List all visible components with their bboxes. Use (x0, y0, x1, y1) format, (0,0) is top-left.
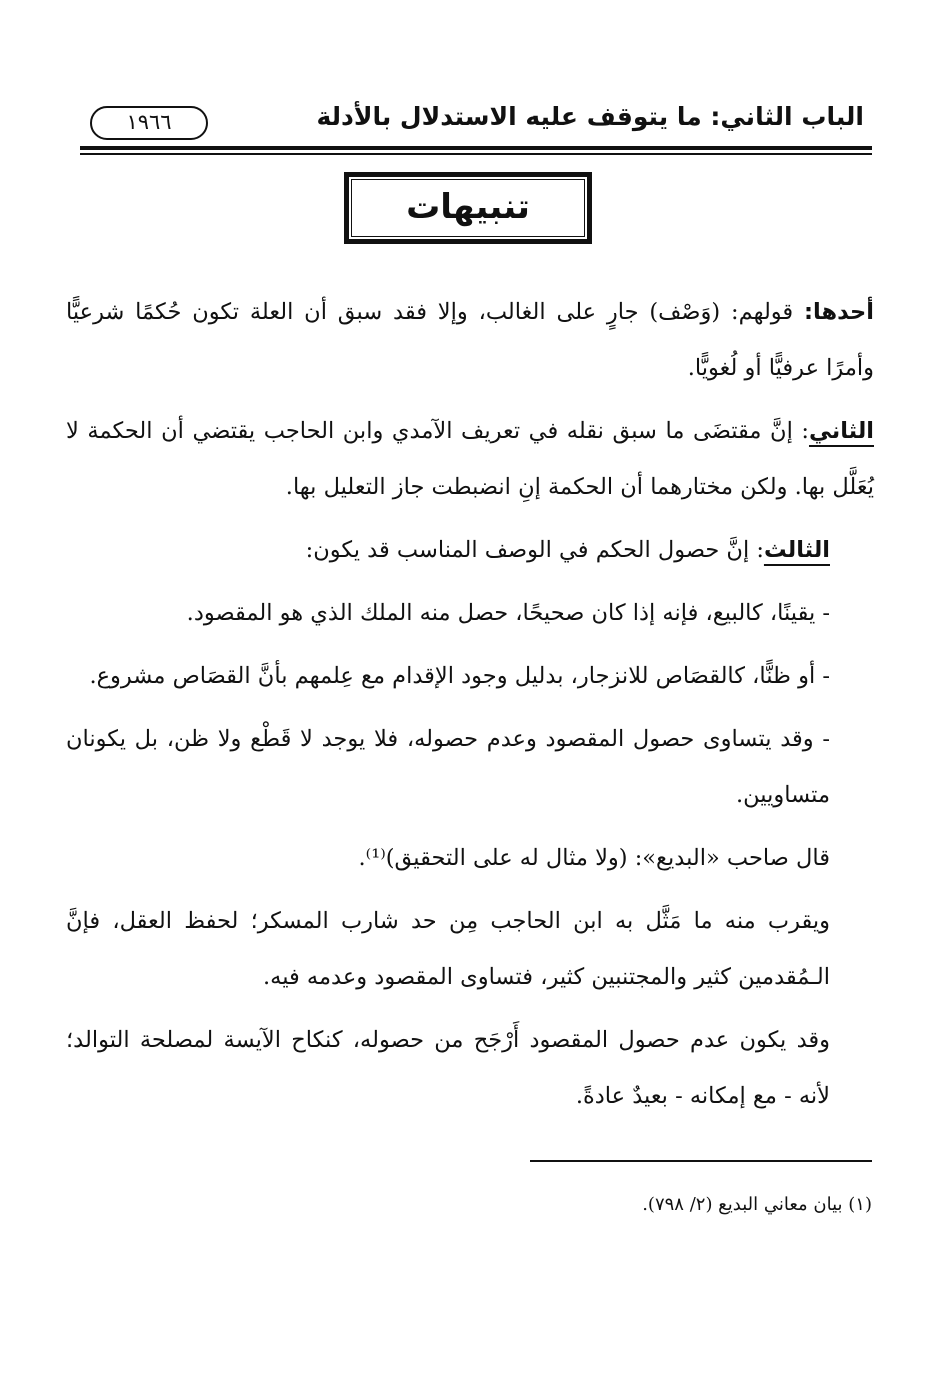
quote-badi: قال صاحب «البديع»: (ولا مثال له على التحقيق)⁽¹⁾. (358, 845, 830, 871)
list-item-equal: - وقد يتساوى حصول المقصود وعدم حصوله، فلا يوجد لا قَطْع ولا ظن، بل يكونان متساويين. (66, 726, 830, 808)
paragraph-third (66, 522, 874, 578)
section-title: تنبيهات (406, 187, 530, 227)
paragraph-first-text: قولهم: (وَصْف) جارٍ على الغالب، وإلا فقد سبق أن العلة تكون حُكمًا شرعيًّا وأمرًا عرفيًّا أو لُغويًّا. (66, 299, 874, 381)
body-text (66, 284, 874, 1131)
paragraph-ibn-hajib: ويقرب منه ما مَثَّل به ابن الحاجب مِن حد شارب المسكر؛ لحفظ العقل، فإنَّ الـمُقدمين كثير والمجتنبين كثير، فتساوى المقصود وعدمه فيه. (66, 908, 830, 990)
running-header-title: الباب الثاني: ما يتوقف عليه الاستدلال بالأدلة (316, 102, 864, 131)
paragraph-second (66, 403, 874, 515)
page-number-badge: ١٩٦٦ (90, 106, 208, 140)
paragraph-third-lead: الثالث (763, 537, 830, 563)
paragraph-third-text: : إنَّ حصول الحكم في الوصف المناسب قد يكون: (305, 537, 764, 563)
list-item-probable: - أو ظنًّا، كالقصَاص للانزجار، بدليل وجود الإقدام مع عِلمهم بأنَّ القصَاص مشروع. (89, 663, 830, 689)
header-rule-thick (80, 146, 872, 150)
footnote-separator (530, 1160, 872, 1162)
list-item-certain: - يقينًا، كالبيع، فإنه إذا كان صحيحًا، حصل منه الملك الذي هو المقصود. (186, 600, 830, 626)
paragraph-first (66, 284, 874, 396)
paragraph-menopause: وقد يكون عدم حصول المقصود أَرْجَح من حصوله، كنكاح الآيسة لمصلحة التوالد؛ لأنه - مع إمكانه - بعيدٌ عادةً. (66, 1027, 830, 1109)
paragraph-second-lead: الثاني (808, 418, 874, 444)
paragraph-first-lead: أحدها: (804, 299, 874, 325)
paragraph-second-text: : إنَّ مقتضَى ما سبق نقله في تعريف الآمدي وابن الحاجب يقتضي أن الحكمة لا يُعَلَّل بها. ولكن مختارهما أن الحكمة إنِ انضبطت جاز التعليل بها. (66, 418, 874, 500)
footnote: (١) بيان معاني البديع (٢/ ٧٩٨). (642, 1194, 872, 1215)
header-rule-thin (80, 153, 872, 155)
